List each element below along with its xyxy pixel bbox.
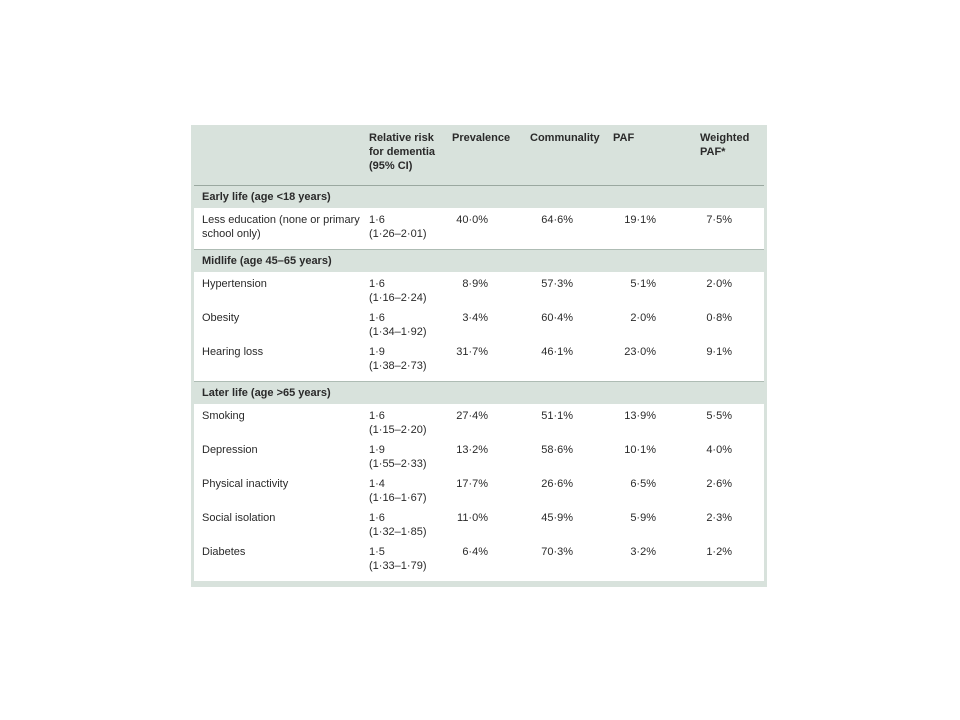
relative-risk-value: 1·6 [369, 312, 385, 324]
cell-communality: 46·1% [541, 346, 573, 358]
relative-risk-value: 1·6 [369, 278, 385, 290]
confidence-interval: (1·33–1·79) [369, 560, 427, 572]
cell-relative-risk [369, 345, 449, 373]
cell-prevalence: 13·2% [456, 444, 488, 456]
relative-risk-value: 1·6 [369, 410, 385, 422]
cell-paf: 5·9% [630, 512, 656, 524]
cell-prevalence: 17·7% [456, 478, 488, 490]
cell-weighted-paf: 9·1% [706, 346, 732, 358]
cell-relative-risk [369, 311, 449, 339]
table-row [194, 543, 764, 577]
cell-paf: 6·5% [630, 478, 656, 490]
cell-prevalence: 11·0% [457, 512, 488, 524]
cell-prevalence: 6·4% [462, 546, 488, 558]
cell-risk-factor: Hypertension [202, 278, 267, 290]
header-relative-risk: Relative risk for dementia (95% CI) [369, 132, 436, 172]
cell-relative-risk [369, 545, 449, 573]
cell-risk-factor: Diabetes [202, 546, 246, 558]
cell-paf: 19·1% [624, 214, 656, 226]
header-prevalence: Prevalence [452, 132, 511, 144]
section-heading: Later life (age >65 years) [194, 381, 764, 404]
relative-risk-value: 1·5 [369, 546, 385, 558]
table-row [194, 475, 764, 509]
cell-prevalence: 40·0% [456, 214, 488, 226]
cell-communality: 57·3% [541, 278, 573, 290]
table-header-row [194, 125, 764, 185]
relative-risk-value: 1·6 [369, 214, 385, 226]
relative-risk-value: 1·9 [369, 346, 385, 358]
cell-relative-risk [369, 477, 449, 505]
cell-relative-risk [369, 511, 449, 539]
cell-risk-factor: Physical inactivity [202, 478, 289, 490]
confidence-interval: (1·15–2·20) [369, 424, 427, 436]
section-body [194, 272, 764, 381]
cell-paf: 13·9% [624, 410, 656, 422]
header-communality: Communality [530, 132, 600, 144]
confidence-interval: (1·16–1·67) [369, 492, 427, 504]
confidence-interval: (1·16–2·24) [369, 292, 427, 304]
cell-paf: 10·1% [624, 444, 656, 456]
cell-prevalence: 27·4% [456, 410, 488, 422]
relative-risk-value: 1·4 [369, 478, 385, 490]
cell-paf: 5·1% [630, 278, 656, 290]
table-row [194, 275, 764, 309]
cell-weighted-paf: 2·0% [706, 278, 732, 290]
table-row [194, 407, 764, 441]
cell-communality: 26·6% [541, 478, 573, 490]
header-paf: PAF [613, 132, 635, 144]
confidence-interval: (1·32–1·85) [369, 526, 427, 538]
confidence-interval: (1·34–1·92) [369, 326, 427, 338]
table-row [194, 211, 764, 245]
cell-weighted-paf: 7·5% [706, 214, 732, 226]
cell-paf: 3·2% [630, 546, 656, 558]
cell-risk-factor: Hearing loss [202, 346, 264, 358]
cell-communality: 70·3% [541, 546, 573, 558]
section-body [194, 404, 764, 581]
cell-paf: 2·0% [630, 312, 656, 324]
cell-risk-factor: Social isolation [202, 512, 276, 524]
cell-weighted-paf: 4·0% [706, 444, 732, 456]
cell-risk-factor: Obesity [202, 312, 240, 324]
cell-weighted-paf: 2·3% [706, 512, 732, 524]
cell-weighted-paf: 5·5% [706, 410, 732, 422]
table-row [194, 509, 764, 543]
cell-weighted-paf: 0·8% [706, 312, 732, 324]
cell-relative-risk [369, 409, 449, 437]
cell-relative-risk [369, 277, 449, 305]
header-weighted-paf: Weighted PAF* [700, 132, 750, 158]
cell-risk-factor: Depression [202, 444, 258, 456]
section-heading: Midlife (age 45–65 years) [194, 249, 764, 272]
table-row [194, 309, 764, 343]
cell-communality: 60·4% [541, 312, 573, 324]
table-sections [194, 185, 764, 581]
cell-prevalence: 3·4% [462, 312, 488, 324]
cell-risk-factor: Smoking [202, 410, 245, 422]
cell-weighted-paf: 1·2% [706, 546, 732, 558]
table-row [194, 343, 764, 377]
relative-risk-value: 1·9 [369, 444, 385, 456]
cell-communality: 58·6% [541, 444, 573, 456]
section-body [194, 208, 764, 249]
cell-relative-risk [369, 443, 449, 471]
cell-paf: 23·0% [624, 346, 656, 358]
cell-relative-risk [369, 213, 449, 241]
cell-prevalence: 8·9% [462, 278, 488, 290]
section-heading: Early life (age <18 years) [194, 185, 764, 208]
cell-weighted-paf: 2·6% [706, 478, 732, 490]
relative-risk-value: 1·6 [369, 512, 385, 524]
confidence-interval: (1·55–2·33) [369, 458, 427, 470]
confidence-interval: (1·26–2·01) [369, 228, 427, 240]
cell-communality: 51·1% [541, 410, 573, 422]
cell-risk-factor: Less education (none or primary school only) [202, 214, 360, 240]
confidence-interval: (1·38–2·73) [369, 360, 427, 372]
cell-communality: 45·9% [541, 512, 573, 524]
cell-communality: 64·6% [541, 214, 573, 226]
table-row [194, 441, 764, 475]
risk-factor-table [191, 125, 767, 587]
cell-prevalence: 31·7% [456, 346, 488, 358]
